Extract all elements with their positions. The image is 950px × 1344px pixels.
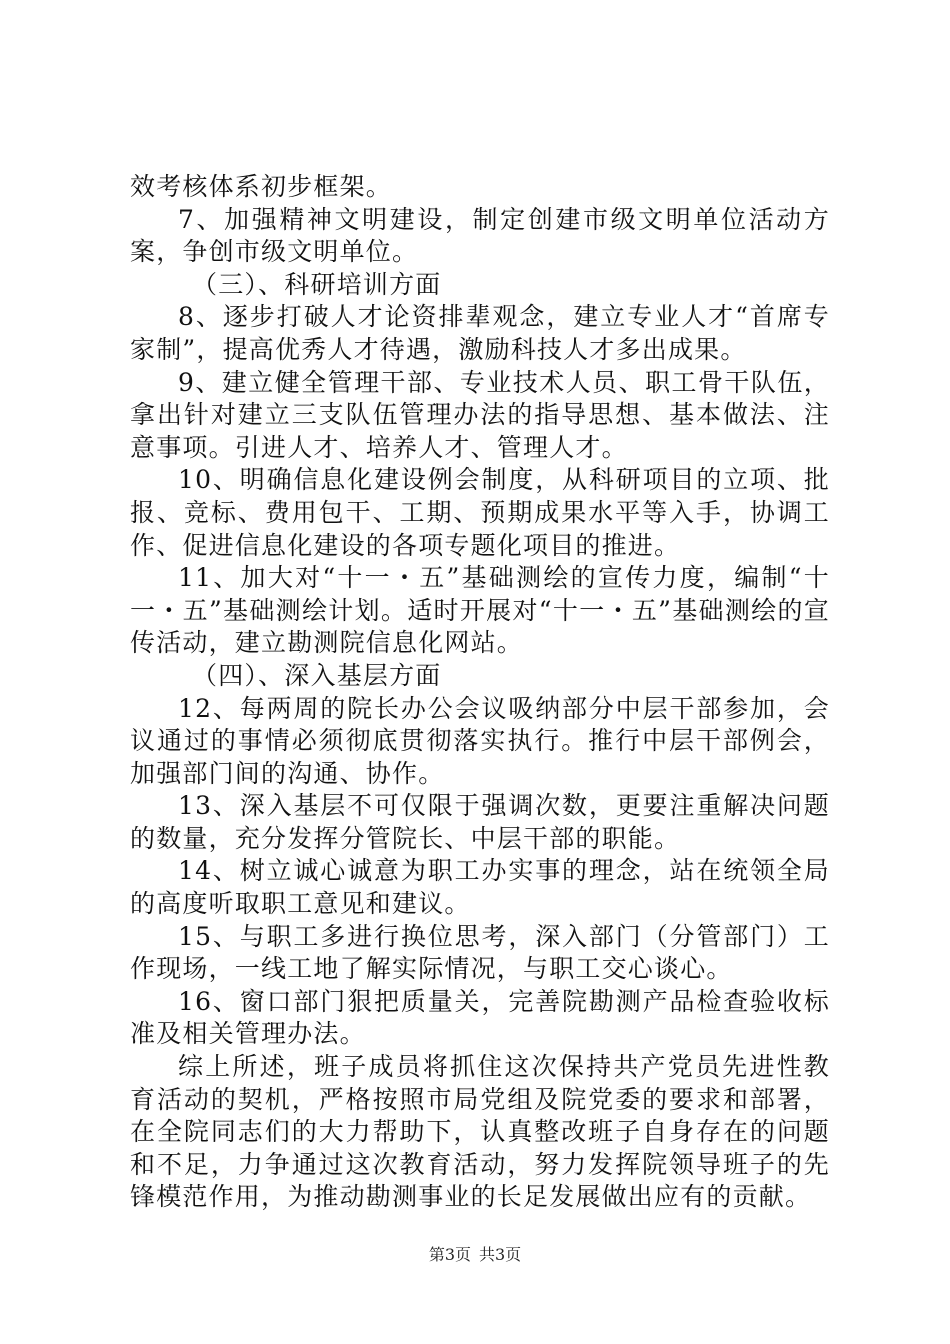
document-body [130, 171, 830, 1214]
section-heading-research-training: （三）、科研培训方面 [192, 269, 442, 299]
paragraph-item-7: 7、加强精神文明建设，制定创建市级文明单位活动方案，争创市级文明单位。 [130, 204, 830, 267]
paragraph-continuation: 效考核体系初步框架。 [130, 172, 393, 201]
paragraph-conclusion: 综上所述，班子成员将抓住这次保持共产党员先进性教育活动的契机，严格按照市局党组及院党委的要求和部署，在全院同志们的大力帮助下，认真整改班子自身存在的问题和不足，力争通过这次教育活动，努力发挥院领导班子的先锋模范作用，为推动勘测事业的长足发展做出应有的贡献。 [130, 1052, 830, 1212]
paragraph-item-12: 12、每两周的院长办公会议吸纳部分中层干部参加，会议通过的事情必须彻底贯彻落实执行。推行中层干部例会，加强部门间的沟通、协作。 [130, 693, 830, 788]
paragraph-item-8: 8、逐步打破人才论资排辈观念，建立专业人才“首席专家制”，提高优秀人才待遇，激励科技人才多出成果。 [130, 302, 830, 364]
paragraph-item-13: 13、深入基层不可仅限于强调次数，更要注重解决问题的数量，充分发挥分管院长、中层干部的职能。 [130, 791, 830, 853]
section-heading-grassroots: （四）、深入基层方面 [192, 660, 442, 690]
paragraph-item-15: 15、与职工多进行换位思考，深入部门（分管部门）工作现场，一线工地了解实际情况，与职工交心谈心。 [130, 921, 830, 984]
paragraph-item-16: 16、窗口部门狠把质量关，完善院勘测产品检查验收标准及相关管理办法。 [130, 986, 830, 1049]
paragraph-item-11: 11、加大对“十一・五”基础测绘的宣传力度，编制“十一・五”基础测绘计划。适时开展对“十一・五”基础测绘的宣传活动，建立勘测院信息化网站。 [130, 563, 830, 658]
page-total: 共3页 [479, 1245, 522, 1264]
paragraph-item-9: 9、建立健全管理干部、专业技术人员、职工骨干队伍，拿出针对建立三支队伍管理办法的指导思想、基本做法、注意事项。引进人才、培养人才、管理人才。 [130, 367, 830, 462]
page-number: 第3页 [428, 1245, 471, 1264]
paragraph-item-14: 14、树立诚心诚意为职工办实事的理念，站在统领全局的高度听取职工意见和建议。 [130, 856, 830, 919]
page-footer [0, 1245, 950, 1265]
paragraph-item-10: 10、明确信息化建设例会制度，从科研项目的立项、批报、竞标、费用包干、工期、预期成果水平等入手，协调工作、促进信息化建设的各项专题化项目的推进。 [130, 465, 830, 560]
